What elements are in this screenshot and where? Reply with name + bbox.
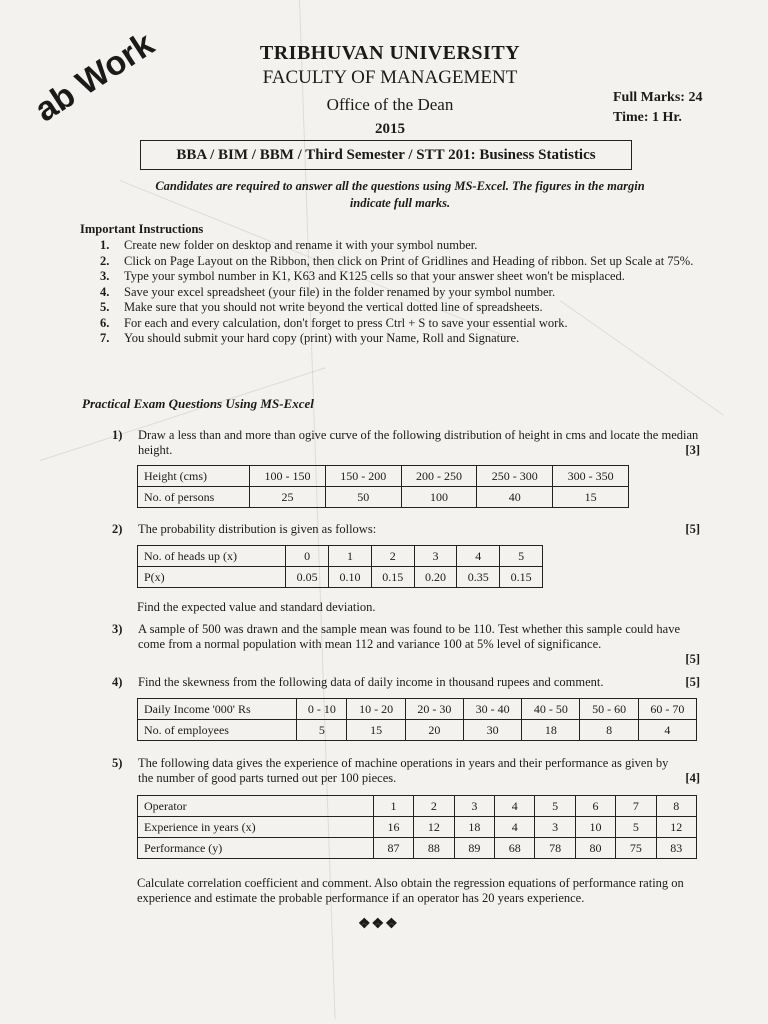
table-cell: 8 (656, 796, 696, 817)
table-cell: 18 (522, 720, 580, 741)
row-header-cell: Height (cms) (138, 466, 250, 487)
table-cell: 5 (616, 817, 656, 838)
instructions-title: Important Instructions (80, 222, 204, 236)
table-cell: 5 (297, 720, 347, 741)
full-marks: Full Marks: 24 (613, 90, 703, 105)
question-3 (112, 622, 700, 666)
instruction-number: 5. (100, 300, 110, 314)
row-header-cell: P(x) (138, 567, 286, 588)
instruction-item (100, 316, 700, 332)
course-title-box: BBA / BIM / BBM / Third Semester / STT 201: Business Statistics (140, 140, 632, 170)
table-cell: 5 (535, 796, 575, 817)
table-row (138, 487, 629, 508)
table-cell: 1 (329, 546, 372, 567)
table-cell: 60 - 70 (638, 699, 696, 720)
table-cell: 0.15 (371, 567, 414, 588)
row-header-cell: No. of employees (138, 720, 297, 741)
instruction-text: Click on Page Layout on the Ribbon, then click on Print of Gridlines and Heading of ribbon. Set up Scale at 75%. (124, 253, 694, 268)
table-cell: 5 (500, 546, 543, 567)
question-marks: [5] (685, 522, 700, 536)
table-cell: 15 (347, 720, 405, 741)
candidate-note (100, 178, 700, 212)
table-cell: 20 (405, 720, 463, 741)
table-cell: 12 (414, 817, 454, 838)
instruction-text: Save your excel spreadsheet (your file) in the folder renamed by your symbol number. (124, 284, 556, 299)
table-row (138, 567, 543, 588)
instructions-list (100, 238, 700, 347)
table-cell: 0.15 (500, 567, 543, 588)
table-cell: 88 (414, 838, 454, 859)
exam-header (200, 42, 580, 138)
exam-time: Time: 1 Hr. (613, 110, 682, 125)
table-cell: 40 (477, 487, 553, 508)
row-header-cell: Daily Income '000' Rs (138, 699, 297, 720)
table-cell: 0.35 (457, 567, 500, 588)
lab-work-stamp: ab Work (28, 24, 161, 130)
table-cell: 30 (463, 720, 521, 741)
row-header-cell: Experience in years (x) (138, 817, 374, 838)
table-row (138, 699, 697, 720)
table-cell: 2 (414, 796, 454, 817)
row-header-cell: No. of persons (138, 487, 250, 508)
table-cell: 4 (495, 817, 535, 838)
table-cell: 2 (371, 546, 414, 567)
instruction-item (100, 238, 700, 254)
instruction-item (100, 331, 700, 347)
instruction-number: 6. (100, 315, 110, 330)
question-text: The following data gives the experience of machine operations in years and their performance as given by the number of good parts turned out per 100 pieces. (138, 756, 669, 785)
instruction-item (100, 254, 700, 270)
table-cell: 4 (457, 546, 500, 567)
table-cell: 0.10 (329, 567, 372, 588)
row-header-cell: Performance (y) (138, 838, 374, 859)
question-2 (112, 522, 700, 537)
question-text: Find the skewness from the following data of daily income in thousand rupees and comment. (138, 675, 604, 689)
table-row (138, 720, 697, 741)
table-cell: 75 (616, 838, 656, 859)
operator-performance-table (137, 795, 697, 859)
instruction-number: 7. (100, 331, 110, 345)
end-marker: ❖❖❖ (358, 917, 399, 932)
table-cell: 89 (454, 838, 494, 859)
row-header-cell: Operator (138, 796, 374, 817)
candidate-note-line: Candidates are required to answer all the questions using MS-Excel. The figures in the margin (155, 179, 645, 193)
table-cell: 12 (656, 817, 696, 838)
marks-time-block (613, 88, 702, 128)
table-cell: 20 - 30 (405, 699, 463, 720)
table-row (138, 838, 697, 859)
office-name: Office of the Dean (326, 95, 454, 114)
table-cell: 25 (250, 487, 326, 508)
faculty-name: FACULTY OF MANAGEMENT (262, 67, 518, 88)
candidate-note-line: indicate full marks. (349, 196, 451, 210)
table-cell: 50 (325, 487, 401, 508)
probability-table (137, 545, 543, 588)
table-cell: 7 (616, 796, 656, 817)
question-text: A sample of 500 was drawn and the sample mean was found to be 110. Test whether this sample could have come from a normal population with mean 112 and variance 100 at 5% level of significance. (138, 622, 680, 651)
table-cell: 30 - 40 (463, 699, 521, 720)
table-cell: 10 - 20 (347, 699, 405, 720)
question-marks: [4] (685, 771, 700, 785)
question-5 (112, 756, 700, 786)
table-cell: 0 - 10 (297, 699, 347, 720)
practical-title: Practical Exam Questions Using MS-Excel (82, 396, 314, 411)
table-cell: 8 (580, 720, 638, 741)
question-4 (112, 675, 700, 690)
question-number: 3) (112, 622, 123, 636)
instruction-text: You should submit your hard copy (print) with your Name, Roll and Signature. (124, 331, 520, 345)
instruction-text: Type your symbol number in K1, K63 and K125 cells so that your answer sheet won't be misplaced. (124, 269, 625, 283)
instruction-item (100, 285, 700, 301)
table-cell: 6 (575, 796, 615, 817)
table-row (138, 546, 543, 567)
instruction-number: 3. (100, 269, 110, 283)
table-cell: 4 (638, 720, 696, 741)
question-marks: [5] (685, 675, 700, 689)
question-2-task: Find the expected value and standard deviation. (137, 600, 376, 614)
question-number: 5) (112, 756, 123, 770)
instruction-text: Create new folder on desktop and rename it with your symbol number. (124, 238, 478, 252)
table-row (138, 817, 697, 838)
table-cell: 250 - 300 (477, 466, 553, 487)
table-cell: 100 (401, 487, 477, 508)
table-cell: 0.05 (286, 567, 329, 588)
table-cell: 87 (373, 838, 413, 859)
table-cell: 15 (553, 487, 629, 508)
table-cell: 200 - 250 (401, 466, 477, 487)
question-marks: [5] (685, 652, 700, 666)
table-cell: 80 (575, 838, 615, 859)
table-cell: 78 (535, 838, 575, 859)
question-number: 2) (112, 522, 123, 536)
instruction-text: For each and every calculation, don't forget to press Ctrl + S to save your essential work. (124, 315, 568, 330)
height-distribution-table (137, 465, 629, 508)
table-cell: 3 (535, 817, 575, 838)
question-5-task: Calculate correlation coefficient and comment. Also obtain the regression equations of performance rating on experience and estimate the probable performance if an operator has 20 years experience. (137, 876, 684, 905)
instruction-item (100, 269, 700, 285)
table-row (138, 796, 697, 817)
table-cell: 0 (286, 546, 329, 567)
table-row (138, 466, 629, 487)
table-cell: 16 (373, 817, 413, 838)
instruction-number: 4. (100, 284, 110, 299)
instruction-number: 2. (100, 253, 110, 268)
table-cell: 10 (575, 817, 615, 838)
question-text: The probability distribution is given as follows: (138, 522, 377, 536)
table-cell: 83 (656, 838, 696, 859)
table-cell: 1 (373, 796, 413, 817)
table-cell: 40 - 50 (522, 699, 580, 720)
table-cell: 3 (454, 796, 494, 817)
table-cell: 150 - 200 (325, 466, 401, 487)
table-cell: 100 - 150 (250, 466, 326, 487)
row-header-cell: No. of heads up (x) (138, 546, 286, 567)
table-cell: 300 - 350 (553, 466, 629, 487)
table-cell: 3 (414, 546, 457, 567)
exam-year: 2015 (375, 121, 405, 137)
table-cell: 50 - 60 (580, 699, 638, 720)
table-cell: 18 (454, 817, 494, 838)
question-number: 1) (112, 428, 123, 442)
table-cell: 68 (495, 838, 535, 859)
daily-income-table (137, 698, 697, 741)
instruction-number: 1. (100, 238, 110, 252)
instruction-text: Make sure that you should not write beyond the vertical dotted line of spreadsheets. (124, 300, 543, 314)
question-text: Draw a less than and more than ogive curve of the following distribution of height in cms and locate the median height. (138, 428, 699, 457)
table-cell: 0.20 (414, 567, 457, 588)
university-name: TRIBHUVAN UNIVERSITY (259, 42, 521, 64)
question-1 (112, 428, 700, 458)
question-marks: [3] (685, 443, 700, 457)
instruction-item (100, 300, 700, 316)
table-cell: 4 (495, 796, 535, 817)
question-number: 4) (112, 675, 123, 689)
